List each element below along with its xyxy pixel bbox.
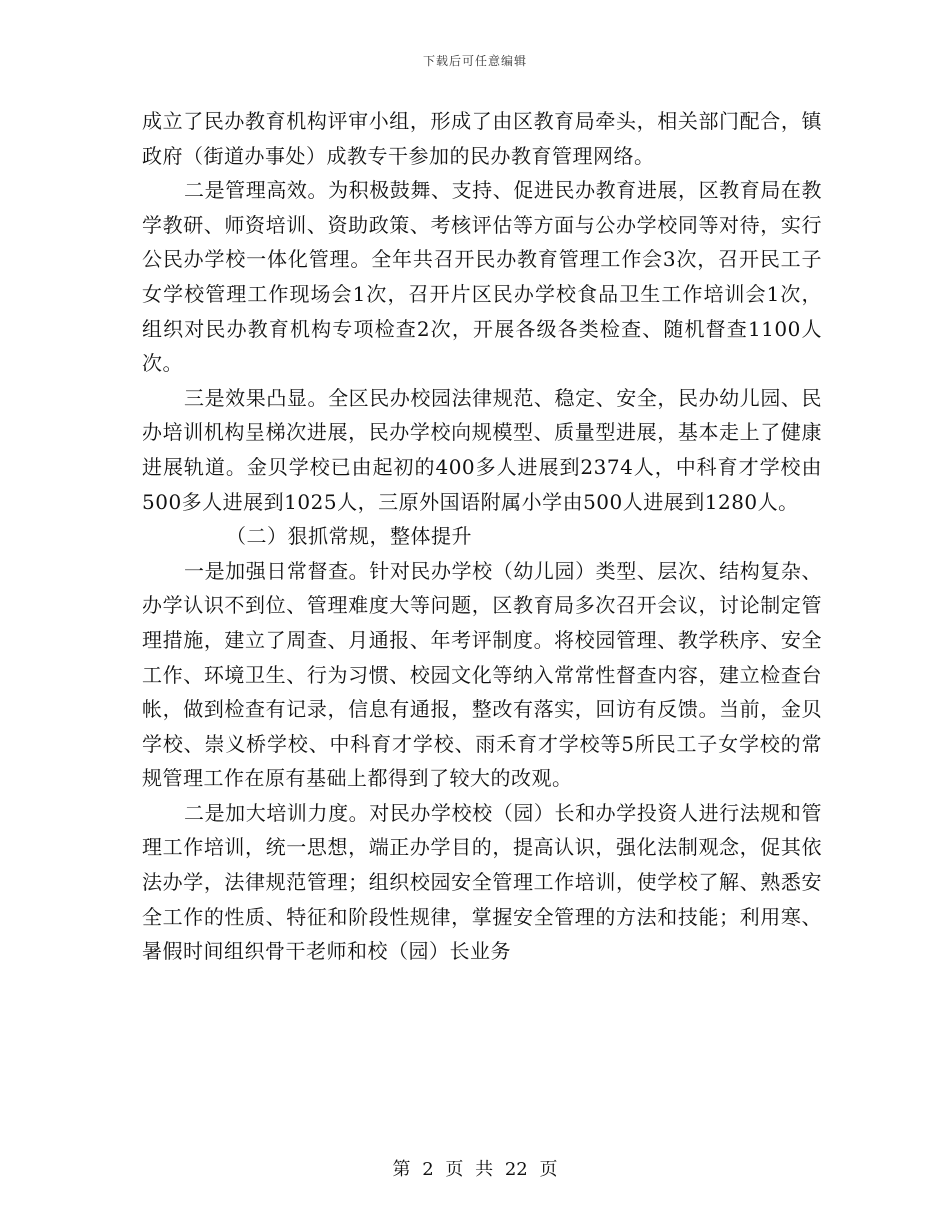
paragraph-management-efficiency: 二是管理高效。为积极鼓舞、支持、促进民办教育进展，区教育局在教学教研、师资培训、资助政策、考核评估等方面与公办学校同等对待，实行公民办学校一体化管理。全年共召开民办教育管理工作会3次，召开民工子女学校管理工作现场会1次，召开片区民办学校食品卫生工作培训会1次，组织对民办教育机构专项检查2次，开展各级各类检查、随机督查1100人次。 (142, 178, 822, 376)
paragraph-results: 三是效果凸显。全区民办校园法律规范、稳定、安全，民办幼儿园、民办培训机构呈梯次进展，民办学校向规模型、质量型进展，基本走上了健康进展轨道。金贝学校已由起初的400多人进展到2374人，中科育才学校由500多人进展到1025人，三原外国语附属小学由500人进展到1280人。 (142, 385, 822, 514)
paragraph-daily-supervision: 一是加强日常督查。针对民办学校（幼儿园）类型、层次、结构复杂、办学认识不到位、管理难度大等问题，区教育局多次召开会议，讨论制定管理措施，建立了周查、月通报、年考评制度。将校园管理、教学秩序、安全工作、环境卫生、行为习惯、校园文化等纳入常常性督查内容，建立检查台帐，做到检查有记录，信息有通报，整改有落实，回访有反馈。当前，金贝学校、崇义桥学校、中科育才学校、雨禾育才学校等5所民工子女学校的常规管理工作在原有基础上都得到了较大的改观。 (142, 558, 822, 791)
page-number-footer: 第 2 页 共 22 页 (392, 1159, 558, 1180)
page-header: 下载后可任意编辑 (422, 54, 527, 68)
paragraph-continuation: 成立了民办教育机构评审小组，形成了由区教育局牵头，相关部门配合，镇政府（街道办事处）成教专干参加的民办教育管理网络。 (142, 109, 822, 168)
paragraph-training: 二是加大培训力度。对民办学校校（园）长和办学投资人进行法规和管理工作培训，统一思想，端正办学目的，提高认识，强化法制观念，促其依法办学，法律规范管理；组织校园安全管理工作培训，使学校了解、熟悉安全工作的性质、特征和阶段性规律，掌握安全管理的方法和技能；利用寒、暑假时间组织骨干老师和校（园）长业务 (142, 800, 822, 964)
document-body (142, 104, 822, 969)
section-heading: （二）狠抓常规，整体提升 (226, 524, 472, 549)
